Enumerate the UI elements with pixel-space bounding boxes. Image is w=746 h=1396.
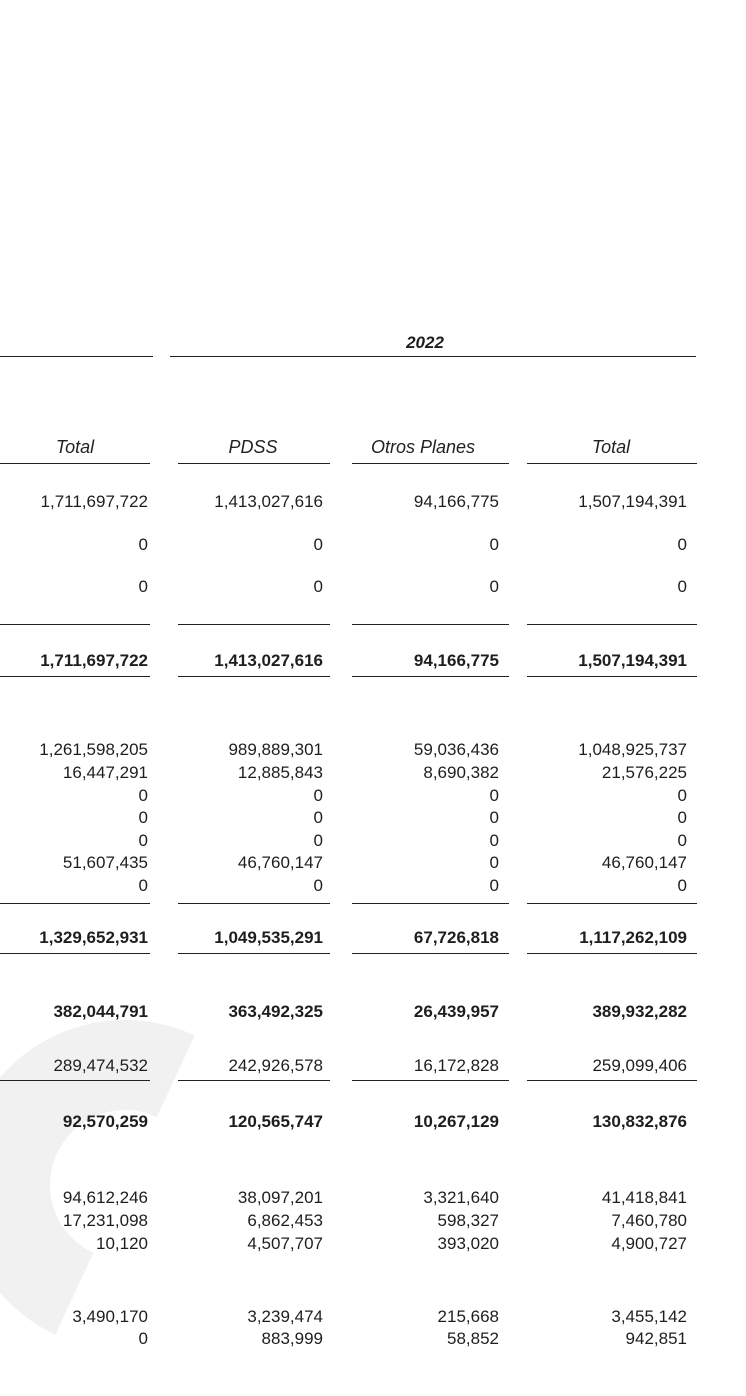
table-cell: 0 bbox=[138, 577, 148, 596]
table-cell: 0 bbox=[313, 831, 323, 850]
table-cell: 0 bbox=[138, 535, 148, 554]
table-cell: 58,852 bbox=[447, 1329, 499, 1348]
table-cell: 59,036,436 bbox=[413, 740, 499, 759]
table-cell: 0 bbox=[489, 876, 499, 895]
table-cell: 0 bbox=[489, 786, 499, 805]
table-cell: 26,439,957 bbox=[413, 1002, 499, 1021]
table-cell: 3,490,170 bbox=[72, 1307, 148, 1326]
column-header-total-prev: Total bbox=[55, 437, 95, 457]
column-header-total: Total bbox=[591, 437, 631, 457]
column-rule bbox=[352, 463, 509, 464]
table-cell: 0 bbox=[313, 577, 323, 596]
table-cell: 46,760,147 bbox=[237, 853, 323, 872]
table-cell: 363,492,325 bbox=[228, 1002, 323, 1021]
sum-rule bbox=[0, 1080, 150, 1081]
table-cell: 3,321,640 bbox=[423, 1188, 499, 1207]
column-header-otros-planes: Otros Planes bbox=[370, 437, 476, 457]
sum-rule bbox=[0, 953, 150, 954]
sum-rule bbox=[527, 676, 697, 677]
table-cell: 8,690,382 bbox=[423, 763, 499, 782]
table-cell: 0 bbox=[138, 808, 148, 827]
table-cell: 0 bbox=[489, 535, 499, 554]
table-cell: 1,261,598,205 bbox=[39, 740, 148, 759]
table-cell: 4,900,727 bbox=[611, 1234, 687, 1253]
table-cell: 0 bbox=[138, 831, 148, 850]
column-header-pdss: PDSS bbox=[228, 437, 278, 457]
table-cell: 94,166,775 bbox=[413, 492, 499, 511]
table-cell: 41,418,841 bbox=[601, 1188, 687, 1207]
table-cell: 130,832,876 bbox=[592, 1112, 687, 1131]
column-rule bbox=[178, 463, 330, 464]
sum-rule bbox=[178, 903, 330, 904]
table-cell: 51,607,435 bbox=[62, 853, 148, 872]
sum-rule bbox=[178, 1080, 330, 1081]
table-cell: 389,932,282 bbox=[592, 1002, 687, 1021]
table-cell: 12,885,843 bbox=[237, 763, 323, 782]
table-cell: 1,507,194,391 bbox=[578, 492, 687, 511]
sum-rule bbox=[178, 624, 330, 625]
table-cell: 17,231,098 bbox=[62, 1211, 148, 1230]
sum-rule bbox=[352, 1080, 509, 1081]
table-cell: 1,329,652,931 bbox=[39, 928, 148, 947]
table-cell: 0 bbox=[313, 786, 323, 805]
table-cell: 0 bbox=[489, 577, 499, 596]
table-cell: 92,570,259 bbox=[62, 1112, 148, 1131]
table-cell: 393,020 bbox=[437, 1234, 499, 1253]
table-cell: 46,760,147 bbox=[601, 853, 687, 872]
sum-rule bbox=[352, 676, 509, 677]
sum-rule bbox=[352, 953, 509, 954]
table-cell: 0 bbox=[677, 808, 687, 827]
table-cell: 0 bbox=[489, 853, 499, 872]
sum-rule bbox=[0, 624, 150, 625]
sum-rule bbox=[527, 624, 697, 625]
table-cell: 1,413,027,616 bbox=[214, 492, 323, 511]
table-cell: 16,172,828 bbox=[413, 1056, 499, 1075]
table-cell: 4,507,707 bbox=[247, 1234, 323, 1253]
table-cell: 1,413,027,616 bbox=[214, 651, 323, 670]
table-cell: 0 bbox=[677, 876, 687, 895]
table-cell: 38,097,201 bbox=[237, 1188, 323, 1207]
table-cell: 1,711,697,722 bbox=[40, 492, 148, 511]
table-cell: 6,862,453 bbox=[247, 1211, 323, 1230]
sum-rule bbox=[352, 903, 509, 904]
table-cell: 259,099,406 bbox=[592, 1056, 687, 1075]
table-cell: 10,267,129 bbox=[413, 1112, 499, 1131]
table-cell: 10,120 bbox=[96, 1234, 148, 1253]
column-rule bbox=[0, 463, 150, 464]
header-rule-year bbox=[170, 356, 696, 357]
table-cell: 0 bbox=[677, 786, 687, 805]
column-rule bbox=[527, 463, 697, 464]
table-cell: 0 bbox=[313, 535, 323, 554]
sum-rule bbox=[178, 953, 330, 954]
sum-rule bbox=[527, 903, 697, 904]
table-cell: 1,048,925,737 bbox=[578, 740, 687, 759]
sum-rule bbox=[0, 903, 150, 904]
sum-rule bbox=[178, 676, 330, 677]
sum-rule bbox=[0, 676, 150, 677]
table-cell: 21,576,225 bbox=[601, 763, 687, 782]
table-cell: 0 bbox=[677, 535, 687, 554]
table-cell: 1,049,535,291 bbox=[214, 928, 323, 947]
table-cell: 598,327 bbox=[437, 1211, 499, 1230]
table-cell: 67,726,818 bbox=[413, 928, 499, 947]
table-cell: 94,612,246 bbox=[62, 1188, 148, 1207]
table-cell: 0 bbox=[138, 1329, 148, 1348]
table-cell: 382,044,791 bbox=[53, 1002, 148, 1021]
table-cell: 16,447,291 bbox=[62, 763, 148, 782]
table-cell: 289,474,532 bbox=[53, 1056, 148, 1075]
sum-rule bbox=[527, 953, 697, 954]
header-rule-left bbox=[0, 356, 153, 357]
table-cell: 3,455,142 bbox=[611, 1307, 687, 1326]
table-cell: 94,166,775 bbox=[413, 651, 499, 670]
sum-rule bbox=[352, 624, 509, 625]
table-cell: 0 bbox=[313, 876, 323, 895]
table-cell: 883,999 bbox=[261, 1329, 323, 1348]
table-cell: 0 bbox=[138, 876, 148, 895]
table-cell: 120,565,747 bbox=[228, 1112, 323, 1131]
table-cell: 0 bbox=[677, 831, 687, 850]
table-cell: 0 bbox=[489, 831, 499, 850]
sum-rule bbox=[527, 1080, 697, 1081]
table-cell: 989,889,301 bbox=[228, 740, 323, 759]
table-cell: 942,851 bbox=[625, 1329, 687, 1348]
table-cell: 7,460,780 bbox=[611, 1211, 687, 1230]
table-cell: 0 bbox=[138, 786, 148, 805]
year-heading: 2022 bbox=[406, 333, 444, 352]
table-cell: 1,711,697,722 bbox=[40, 651, 148, 670]
table-cell: 0 bbox=[313, 808, 323, 827]
table-cell: 3,239,474 bbox=[247, 1307, 323, 1326]
table-cell: 1,117,262,109 bbox=[579, 928, 687, 947]
table-cell: 0 bbox=[489, 808, 499, 827]
table-cell: 242,926,578 bbox=[228, 1056, 323, 1075]
table-cell: 0 bbox=[677, 577, 687, 596]
table-cell: 1,507,194,391 bbox=[578, 651, 687, 670]
table-cell: 215,668 bbox=[437, 1307, 499, 1326]
